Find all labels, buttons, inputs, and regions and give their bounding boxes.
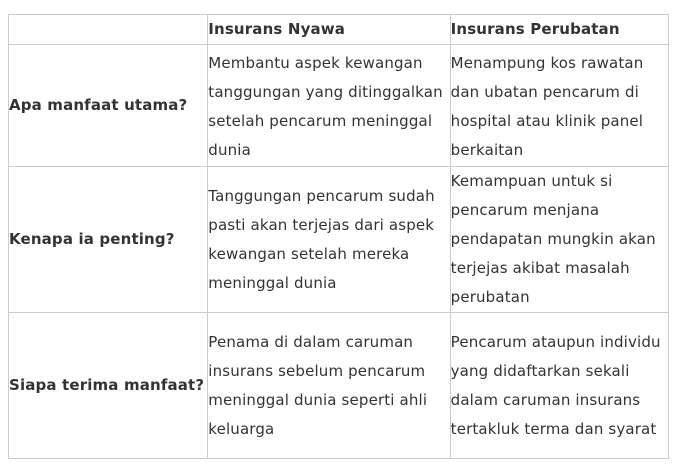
nyawa-cell-text: Tanggungan pencarum sudah pasti akan terjejas dari aspek kewangan setelah mereka meninggal dunia — [208, 186, 435, 292]
nyawa-cell-text: Penama di dalam caruman insurans sebelum pencarum meninggal dunia seperti ahli keluarga — [208, 332, 428, 438]
nyawa-cell-text: Membantu aspek kewangan tanggungan yang ditinggalkan setelah pencarum meninggal dunia — [208, 54, 443, 159]
table-row — [9, 167, 669, 313]
perubatan-cell-text: Kemampuan untuk si pencarum menjana pendapatan mungkin akan terjejas akibat masalah perubatan — [450, 172, 656, 306]
row-label: Kenapa ia penting? — [9, 167, 208, 313]
perubatan-cell-text: Pencarum ataupun individu yang didaftarkan sekali dalam caruman insurans tertakluk terma dan syarat — [450, 332, 661, 438]
header-cell-insurans-perubatan: Insurans Perubatan — [450, 15, 668, 45]
table-row — [9, 45, 669, 167]
table-header — [9, 15, 669, 45]
header-cell-insurans-nyawa: Insurans Nyawa — [208, 15, 450, 45]
perubatan-cell-text: Menampung kos rawatan dan ubatan pencarum di hospital atau klinik panel berkaitan — [450, 54, 644, 159]
header-row — [9, 15, 669, 45]
row-label: Apa manfaat utama? — [9, 45, 208, 167]
perubatan-cell — [450, 313, 668, 459]
table-row — [9, 313, 669, 459]
nyawa-cell — [208, 167, 450, 313]
perubatan-cell — [450, 45, 668, 167]
comparison-table — [8, 14, 669, 459]
table-body — [9, 45, 669, 459]
header-cell-empty — [9, 15, 208, 45]
perubatan-cell — [450, 167, 668, 313]
nyawa-cell — [208, 45, 450, 167]
nyawa-cell — [208, 313, 450, 459]
row-label: Siapa terima manfaat? — [9, 313, 208, 459]
